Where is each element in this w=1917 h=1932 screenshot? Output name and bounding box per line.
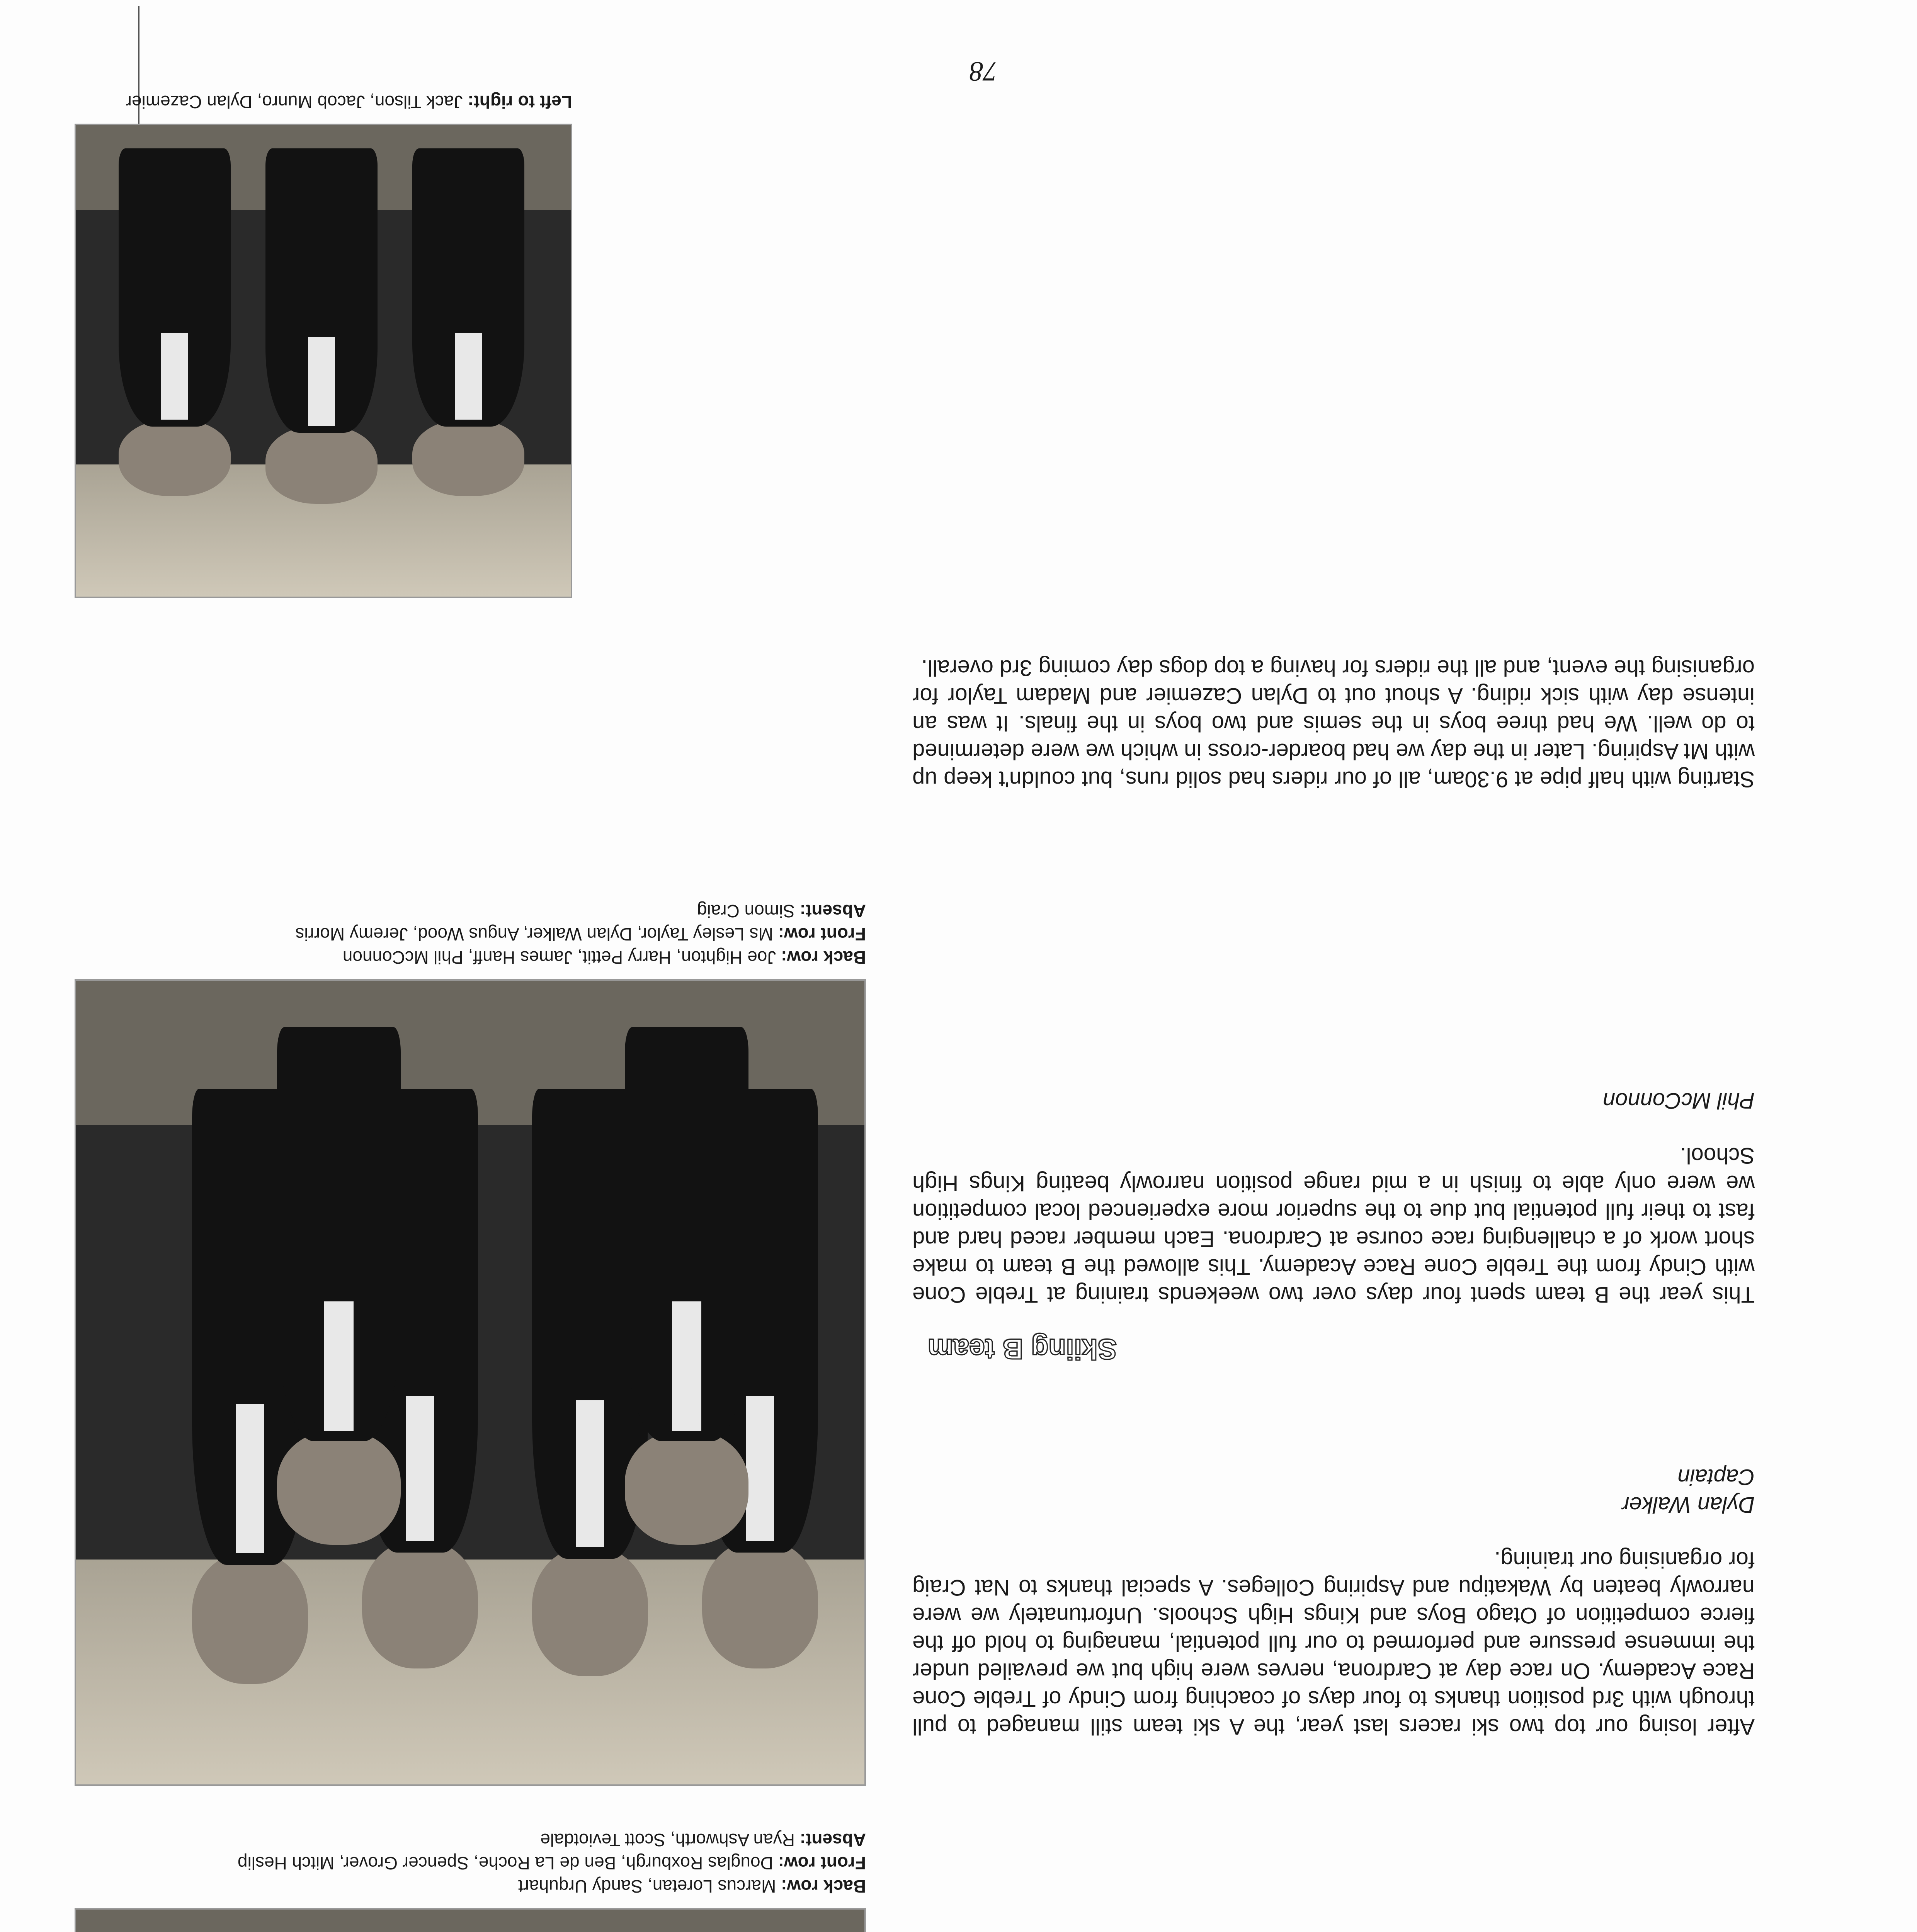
caption-text: Joe Highton, Harry Pettit, James Hanff, Phil McConnon	[342, 947, 776, 968]
photo-skiing-team	[75, 979, 866, 1786]
person-figure	[625, 1027, 748, 1545]
caption-label: Front row:	[778, 924, 866, 944]
photo-sailing-team	[75, 1908, 866, 1932]
photo-skiing-caption	[47, 900, 866, 969]
caption-text: Marcus Loretan, Sandy Urquhart	[518, 1876, 776, 1896]
page-number: 78	[970, 56, 997, 87]
left-column	[912, 654, 1755, 1932]
skiing-a-section	[912, 1463, 1755, 1740]
caption-label: Back row:	[781, 947, 866, 968]
right-column	[47, 90, 866, 1932]
caption-text: Ryan Ashworth, Scott Teviotdale	[540, 1830, 795, 1850]
caption-label: Back row:	[781, 1876, 866, 1896]
caption-label: Absent:	[799, 1830, 866, 1850]
skiing-a-signature	[912, 1463, 1755, 1519]
photo-sailing-caption	[47, 1828, 866, 1898]
photo-snowboard-caption	[78, 90, 572, 114]
skiing-a-paragraph: After losing our top two ski racers last year, the A ski team still managed to pull through with 3rd position thanks to four days of coaching from Cindy of Treble Cone Race Academy. On race day at Cardrona, nerves were high but we prevailed under the immense pressure and performed to our full potential, managing to hold off the fierce competition of Otago Boys and Kings High Schools. Unfortunately we were narrowly beaten by Wakatipu and Aspiring Colleges. A special thanks to Nat Craig for organising our training.	[912, 1547, 1755, 1739]
skiing-b-signature: Phil McConnon	[1602, 1088, 1755, 1113]
caption-label: Absent:	[799, 901, 866, 921]
person-figure	[412, 148, 524, 496]
caption-text: Douglas Roxburgh, Ben de La Roche, Spencer Grover, Mitch Heslip	[237, 1853, 773, 1873]
person-figure	[119, 148, 231, 496]
skiing-b-section	[912, 1087, 1755, 1366]
person-figure	[265, 148, 378, 504]
snowboard-section	[912, 654, 1755, 793]
caption-label: Left to right:	[468, 92, 572, 112]
caption-text: Ms Lesley Taylor, Dylan Walker, Angus Wood, Jeremy Morris	[295, 924, 773, 944]
caption-text: Simon Craig	[697, 901, 795, 921]
person-figure	[277, 1027, 401, 1545]
section-title-skiing-b: Skiing B team	[928, 1333, 1117, 1365]
photo-snowboard-team	[75, 124, 572, 598]
skiing-b-paragraph: This year the B team spent four days over two weekends training at Treble Cone with Cindy from the Treble Cone Race Academy. This allowed the B team to make short work of a challenging race course at Cardrona. Each member raced hard and fast to their full potential but due to the superior more experienced local competition we were only able to finish in a mid range position narrowly beating Kings High School.	[912, 1143, 1755, 1307]
caption-label: Front row:	[778, 1853, 866, 1873]
snowboard-paragraph: Starting with half pipe at 9.30am, all of our riders had solid runs, but couldn't keep up with Mt Aspiring. Later in the day we had boarder-cross in which we were determined to do well. We had three boys in the semis and two boys in the finals. It was an intense day with sick riding. A shout out to Dylan Cazemier and Madam Taylor for organising the event, and all the riders for having a top dogs day coming 3rd overall.	[912, 655, 1755, 792]
caption-text: Jack Tilson, Jacob Munro, Dylan Cazemier	[126, 92, 463, 112]
signature-role: Captain	[1677, 1464, 1755, 1490]
signature-name: Dylan Walker	[1622, 1492, 1755, 1517]
